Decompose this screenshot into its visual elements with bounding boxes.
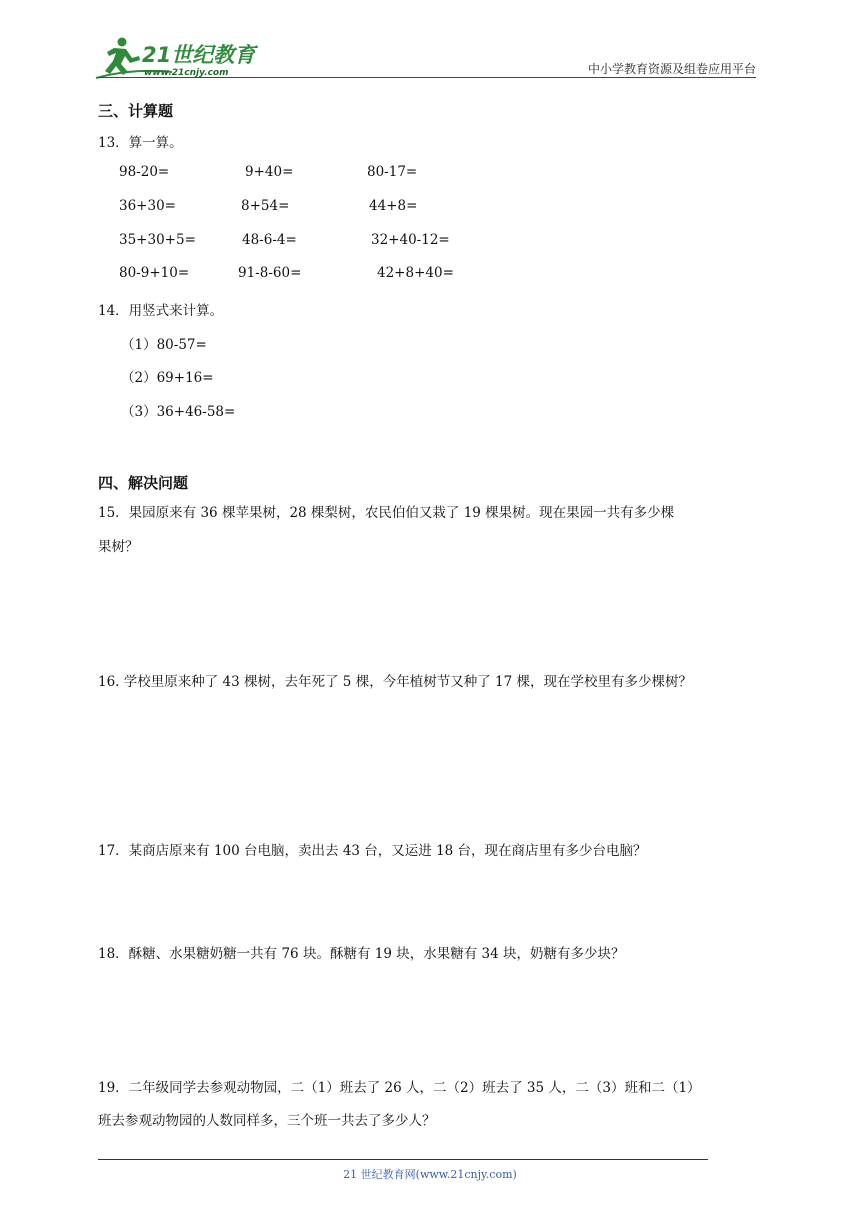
calc-item: 35+30+5=: [119, 232, 196, 248]
logo-url-text: www.21cnjy.com: [144, 68, 229, 78]
calc-item: 98-20=: [119, 164, 170, 180]
question-19-line-2: 班去参观动物园的人数同样多，三个班一共去了多少人？: [98, 1113, 436, 1129]
section-title-calc: 三、计算题: [98, 102, 174, 120]
question-13-prompt: 13．算一算。: [98, 135, 183, 151]
calc-item: 9+40=: [245, 164, 294, 180]
header-divider: [98, 77, 756, 78]
footer-link-text[interactable]: 21 世纪教育网(www.21cnjy.com): [343, 1168, 517, 1181]
question-15-line-2: 果树？: [98, 539, 139, 555]
question-17: 17．某商店原来有 100 台电脑，卖出去 43 台，又运进 18 台，现在商店里有多少台电脑？: [98, 843, 647, 859]
calc-item: 42+8+40=: [377, 265, 454, 281]
question-18: 18．酥糖、水果糖奶糖一共有 76 块。酥糖有 19 块，水果糖有 34 块，奶糖有多少块？: [98, 946, 625, 962]
calc-item: 32+40-12=: [371, 232, 450, 248]
footer-divider: [98, 1159, 708, 1160]
calc-item: 8+54=: [241, 198, 290, 214]
vertical-calc-item: （1）80-57=: [121, 337, 207, 353]
logo: [92, 34, 262, 80]
calc-item: 36+30=: [119, 198, 176, 214]
calc-item: 80-9+10=: [119, 265, 190, 281]
calc-item: 48-6-4=: [242, 232, 297, 248]
vertical-calc-item: （2）69+16=: [121, 370, 214, 386]
vertical-calc-item: （3）36+46-58=: [121, 404, 236, 420]
section-title-problems: 四、解决问题: [98, 474, 189, 492]
calc-item: 44+8=: [369, 198, 418, 214]
calc-item: 91-8-60=: [238, 265, 302, 281]
question-16: 16. 学校里原来种了 43 棵树，去年死了 5 棵，今年植树节又种了 17 棵，现在学校里有多少棵树？: [98, 674, 692, 690]
logo-main-text: 21世纪教育: [142, 43, 256, 67]
question-14-prompt: 14．用竖式来计算。: [98, 303, 224, 319]
question-19-line-1: 19．二年级同学去参观动物园，二（1）班去了 26 人，二（2）班去了 35 人，二（3）班和二（1）: [98, 1080, 701, 1096]
calc-item: 80-17=: [367, 164, 418, 180]
header-platform-text: 中小学教育资源及组卷应用平台: [587, 62, 756, 76]
question-15-line-1: 15．果园原来有 36 棵苹果树，28 棵梨树，农民伯伯又栽了 19 棵果树。现在果园一共有多少棵: [98, 505, 675, 521]
